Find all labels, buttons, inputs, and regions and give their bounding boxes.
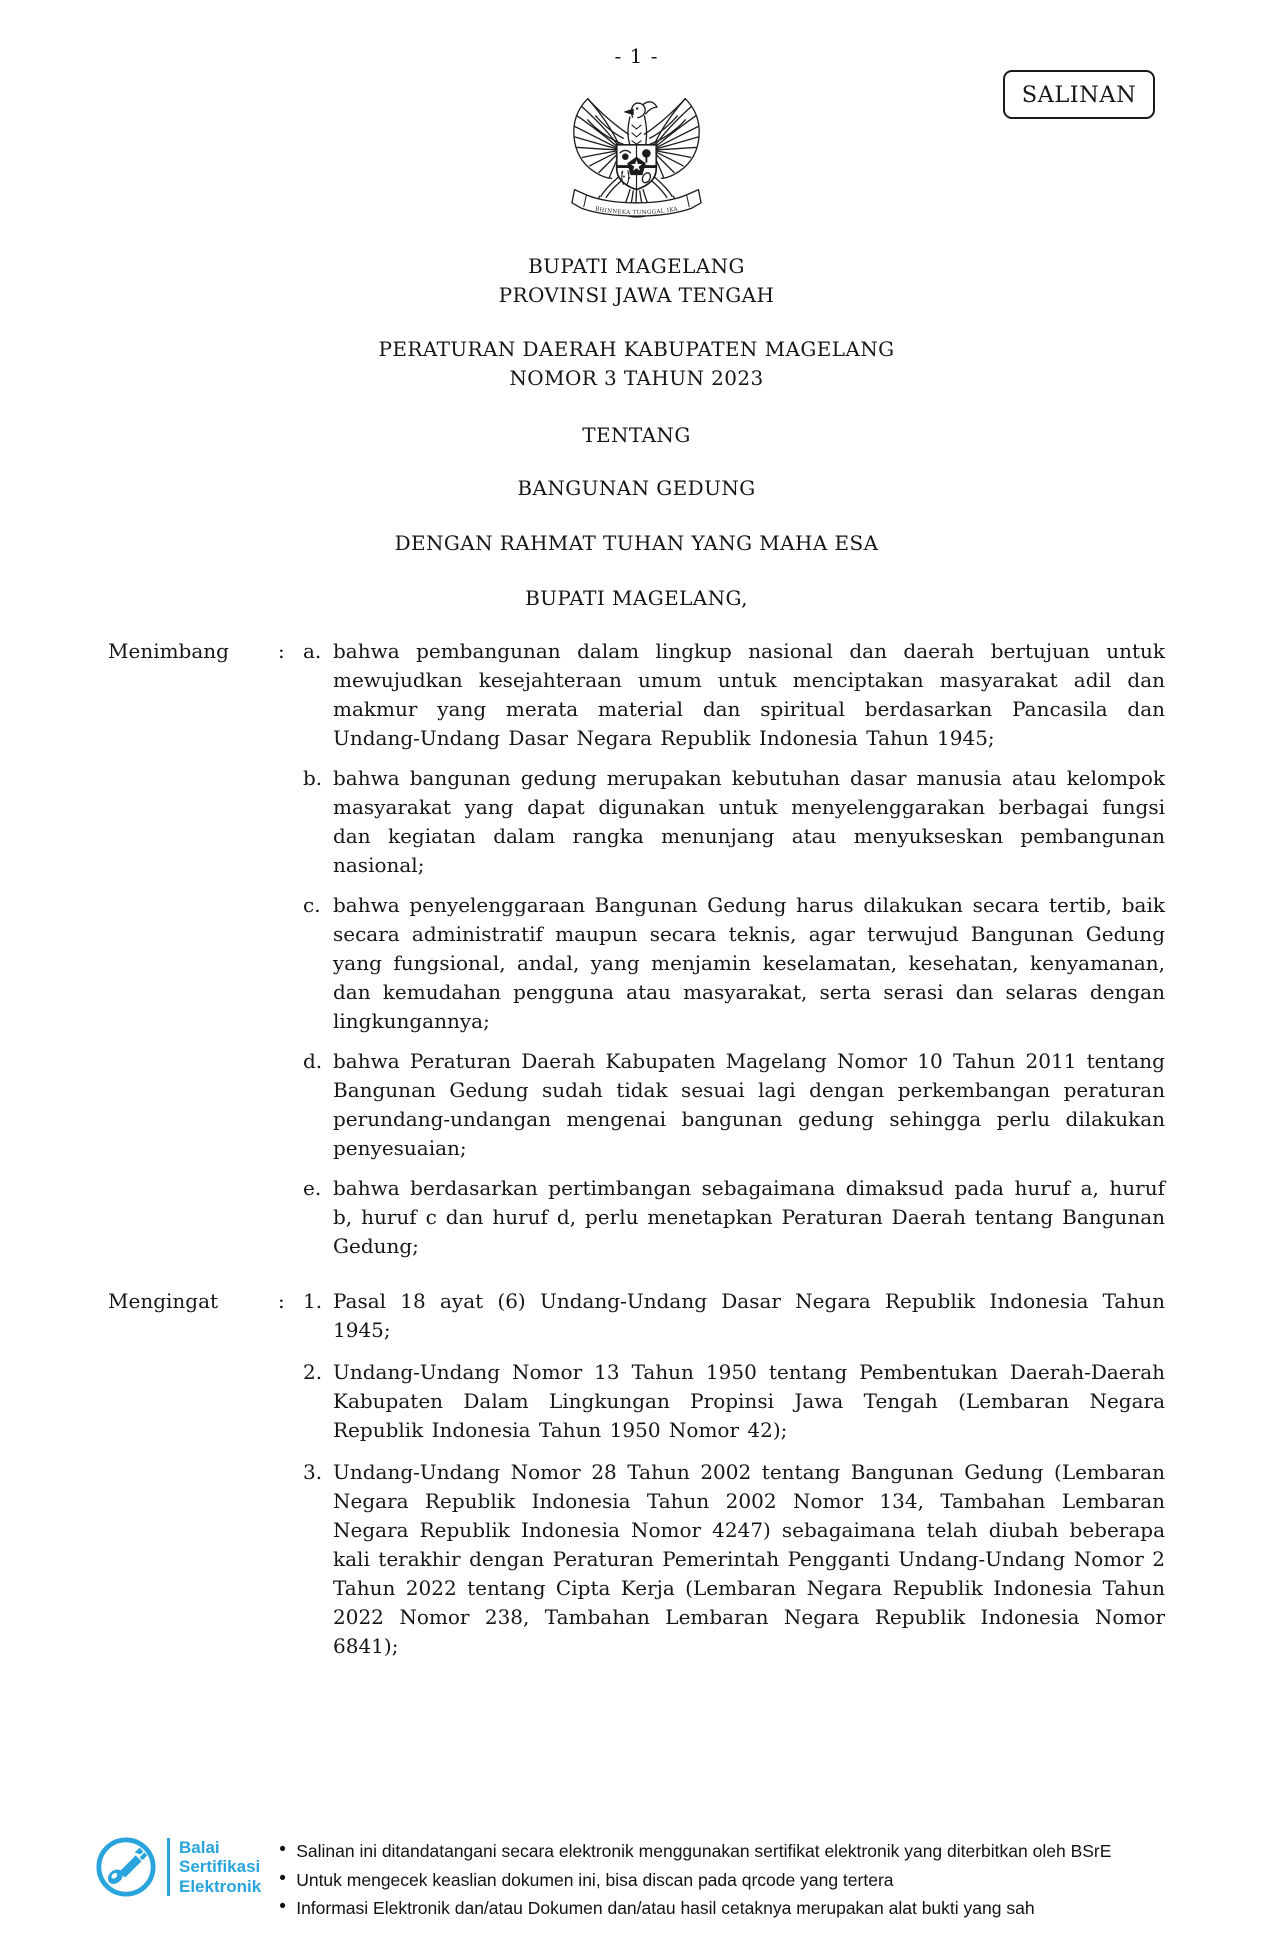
logo-text-line: Elektronik <box>179 1876 262 1896</box>
enacting-official: BUPATI MAGELANG, <box>525 586 748 610</box>
regulation-subject: BANGUNAN GEDUNG <box>517 476 756 500</box>
list-item <box>303 764 1165 880</box>
province-line: PROVINSI JAWA TENGAH <box>498 283 775 307</box>
logo-separator <box>167 1838 170 1896</box>
menimbang-section <box>108 637 1165 1261</box>
item-marker: 3. <box>303 1460 323 1484</box>
bsre-key-circle-icon <box>95 1836 157 1898</box>
salinan-stamp-label: SALINAN <box>1021 81 1137 108</box>
footer-note: • Salinan ini ditandatangani secara elektronik menggunakan sertifikat elektronik yang diterbitkan oleh BSrE <box>277 1837 1111 1866</box>
item-text: bahwa Peraturan Daerah Kabupaten Magelang Nomor 10 Tahun 2011 tentang Bangunan Gedung sudah tidak sesuai lagi dengan perkembangan peraturan perundang-undangan mengenai bangunan gedung sehingga perlu dilakukan penyesuaian; <box>333 1049 1165 1160</box>
item-marker: d. <box>303 1049 323 1073</box>
garuda-pancasila-icon <box>564 92 709 224</box>
page-number: - 1 - <box>614 44 659 68</box>
mengingat-items <box>303 1287 1165 1661</box>
issuing-authority <box>108 252 1165 310</box>
menimbang-items <box>303 637 1165 1261</box>
list-item <box>303 1174 1165 1261</box>
preamble <box>108 637 1165 1661</box>
mengingat-section <box>108 1287 1165 1661</box>
footer-note: • Informasi Elektronik dan/atau Dokumen dan/atau hasil cetaknya merupakan alat bukti yang sah <box>277 1894 1111 1923</box>
authority-line: BUPATI MAGELANG <box>528 254 745 278</box>
footer-notes <box>277 1837 1111 1923</box>
item-marker: e. <box>303 1176 322 1200</box>
item-text: bahwa bangunan gedung merupakan kebutuhan dasar manusia atau kelompok masyarakat yang dapat digunakan untuk menyelenggarakan berbagai fungsi dan kegiatan dalam rangka menunjang atau menyukseskan pembangunan nasional; <box>333 766 1165 877</box>
list-item <box>303 1287 1165 1345</box>
regulation-name: PERATURAN DAERAH KABUPATEN MAGELANG <box>378 337 895 361</box>
item-text: Pasal 18 ayat (6) Undang-Undang Dasar Negara Republik Indonesia Tahun 1945; <box>333 1289 1165 1342</box>
item-marker: a. <box>303 639 322 663</box>
list-item <box>303 1358 1165 1445</box>
list-item <box>303 637 1165 753</box>
regulation-title <box>108 335 1165 393</box>
list-item <box>303 1047 1165 1163</box>
mengingat-colon: : <box>278 1289 285 1313</box>
footer <box>95 1836 1237 1923</box>
logo-text-line: Balai <box>179 1837 220 1857</box>
menimbang-label: Menimbang <box>108 639 229 663</box>
item-marker: 1. <box>303 1289 323 1313</box>
bsre-logo <box>95 1836 261 1898</box>
item-text: Undang-Undang Nomor 28 Tahun 2002 tentang Bangunan Gedung (Lembaran Negara Republik Indonesia Tahun 2002 Nomor 134, Tambahan Lembaran Negara Republik Indonesia Nomor 4247) sebagaimana telah diubah beberapa kali terakhir dengan Peraturan Pemerintah Pengganti Undang-Undang Nomor 2 Tahun 2022 tentang Cipta Kerja (Lembaran Negara Republik Indonesia Tahun 2022 Nomor 238, Tambahan Lembaran Negara Republik Indonesia Nomor 6841); <box>333 1460 1165 1658</box>
item-text: bahwa penyelenggaraan Bangunan Gedung harus dilakukan secara tertib, baik secara administratif maupun secara teknis, agar terwujud Bangunan Gedung yang fungsional, andal, yang menjamin keselamatan, kesehatan, kenyamanan, dan kemudahan pengguna atau masyarakat, serta serasi dan selaras dengan lingkungannya; <box>333 893 1165 1033</box>
invocation-line: DENGAN RAHMAT TUHAN YANG MAHA ESA <box>394 531 879 555</box>
emblem-banner-text: BHINNEKA TUNGGAL IKA <box>594 206 679 217</box>
regulation-number: NOMOR 3 TAHUN 2023 <box>509 366 764 390</box>
item-marker: c. <box>303 893 321 917</box>
menimbang-colon: : <box>278 639 285 663</box>
bsre-logo-text <box>179 1838 261 1897</box>
item-marker: b. <box>303 766 323 790</box>
salinan-stamp <box>1003 70 1155 119</box>
footer-note: • Untuk mengecek keaslian dokumen ini, bisa discan pada qrcode yang tertera <box>277 1866 1111 1895</box>
item-marker: 2. <box>303 1360 323 1384</box>
tentang-label: TENTANG <box>582 423 691 447</box>
item-text: Undang-Undang Nomor 13 Tahun 1950 tentang Pembentukan Daerah-Daerah Kabupaten Dalam Lingkungan Propinsi Jawa Tengah (Lembaran Negara Republik Indonesia Tahun 1950 Nomor 42); <box>333 1360 1165 1442</box>
mengingat-label: Mengingat <box>108 1289 219 1313</box>
logo-text-line: Sertifikasi <box>179 1857 261 1877</box>
item-text: bahwa berdasarkan pertimbangan sebagaimana dimaksud pada huruf a, huruf b, huruf c dan huruf d, perlu menetapkan Peraturan Daerah tentang Bangunan Gedung; <box>333 1176 1165 1258</box>
item-text: bahwa pembangunan dalam lingkup nasional dan daerah bertujuan untuk mewujudkan kesejahteraan umum untuk menciptakan masyarakat adil dan makmur yang merata material dan spiritual berdasarkan Pancasila dan Undang-Undang Dasar Negara Republik Indonesia Tahun 1945; <box>333 639 1165 750</box>
list-item <box>303 1458 1165 1661</box>
list-item <box>303 891 1165 1036</box>
